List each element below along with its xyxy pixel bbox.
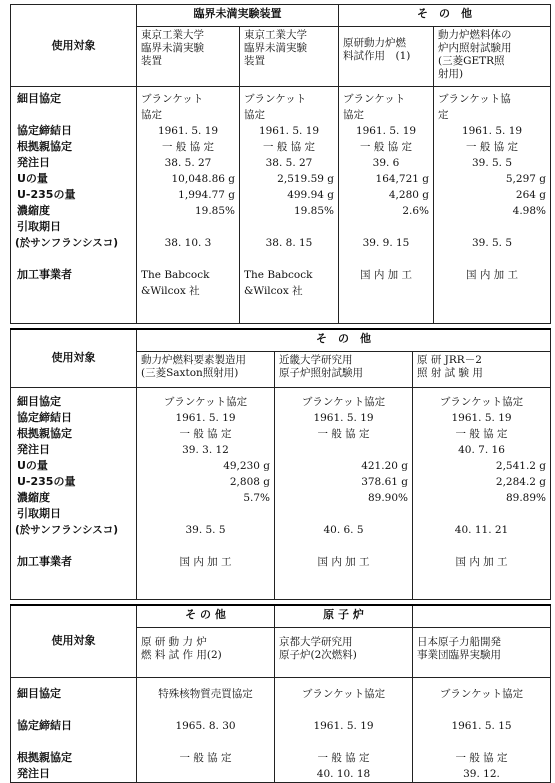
cell-text: そ の 他: [417, 7, 472, 20]
cell-text: 細目協定: [17, 394, 61, 408]
cell-text: 京都大学研究用: [279, 635, 353, 648]
cell-text: 動力炉燃料体の: [438, 29, 512, 41]
cell-text: 一 般 協 定: [161, 141, 214, 153]
usage-cell: [339, 27, 434, 87]
cell-text: 39. 5. 5: [185, 523, 226, 536]
cell-text: 濃縮度: [17, 204, 50, 217]
table-block-3: [10, 604, 551, 783]
cell-text: 4,280 g: [388, 189, 429, 201]
cell-text: 国 内 加 工: [317, 555, 370, 568]
cell-text: 国 内 加 工: [455, 555, 508, 568]
cell-text: 原子炉照射試験用: [279, 366, 363, 379]
cell-text: 協定締結日: [17, 410, 72, 424]
usage-cell: [240, 27, 339, 87]
cell-text: 40. 11. 21: [454, 523, 509, 536]
cell-text: 東京工業大学: [141, 29, 204, 41]
cell-text: 細目協定: [17, 92, 61, 105]
group-header-other: [137, 329, 551, 351]
cell-text: 日本原子力船開発: [417, 635, 501, 648]
row-labels-cell: [11, 87, 137, 324]
cell-text: 89.90%: [367, 491, 408, 504]
cell-text: 一 般 協 定: [455, 751, 508, 764]
cell-text: 引取期日: [17, 506, 61, 520]
cell-text: ブランケット協: [438, 93, 511, 105]
cell-text: ブランケット: [244, 93, 307, 105]
cell-text: 421.20 g: [361, 459, 408, 472]
cell-text: 炉内照射試験用: [438, 42, 512, 54]
cell-text: 38. 5. 27: [265, 157, 313, 169]
data-column: [413, 677, 551, 782]
cell-text: The Babcock: [244, 269, 313, 281]
cell-text: 39. 5. 5: [471, 237, 513, 249]
cell-text: そ の 他: [316, 332, 372, 345]
cell-text: 特殊核物質売買協定: [158, 687, 253, 700]
cell-text: U-235の量: [17, 188, 76, 201]
cell-text: そ の 他: [185, 608, 226, 621]
cell-text: 料試作用 (1): [343, 50, 411, 62]
cell-text: &Wilcox 社: [244, 285, 303, 297]
cell-text: 細目協定: [17, 686, 61, 700]
cell-text: 1965. 8. 30: [175, 719, 236, 732]
group-header-empty: [413, 605, 551, 627]
cell-text: 39. 5. 5: [471, 157, 513, 169]
cell-text: Uの量: [17, 172, 48, 185]
usage-label-cell: [11, 605, 137, 677]
usage-cell: [275, 351, 413, 387]
cell-text: 燃 料 試 作 用(2): [141, 648, 222, 661]
data-column: [137, 387, 275, 600]
cell-text: 39. 3. 12: [182, 443, 229, 456]
cell-text: 1961. 5. 19: [175, 411, 236, 424]
cell-text: 臨界未満実験装置: [193, 7, 282, 20]
cell-text: 2,519.59 g: [277, 173, 334, 185]
cell-text: 原 研 JRR－2: [417, 353, 482, 366]
cell-text: 加工事業者: [17, 268, 72, 281]
cell-text: 一 般 協 定: [317, 427, 370, 440]
group-header-other: [137, 605, 275, 627]
cell-text: 事業団臨界実験用: [417, 648, 501, 661]
table-block-1: [10, 4, 551, 324]
cell-text: (三菱GETR照: [438, 55, 505, 67]
cell-text: 2.6%: [402, 205, 429, 217]
cell-text: 協定: [244, 109, 265, 121]
cell-text: 協定: [343, 109, 364, 121]
cell-text: 射用): [438, 68, 464, 80]
cell-text: 2,541.2 g: [495, 459, 547, 472]
cell-text: ブランケット協定: [439, 687, 524, 700]
cell-text: Uの量: [17, 458, 48, 472]
cell-text: ブランケット: [343, 93, 406, 105]
cell-text: 発注日: [17, 766, 50, 780]
usage-cell: [413, 351, 551, 387]
cell-text: 1961. 5. 19: [461, 125, 523, 137]
cell-text: 一 般 協 定: [179, 427, 232, 440]
cell-text: 加工事業者: [17, 554, 72, 568]
cell-text: 1,994.77 g: [178, 189, 235, 201]
cell-text: 89.89%: [505, 491, 547, 504]
usage-cell: [137, 27, 240, 87]
cell-text: 協定締結日: [17, 718, 72, 732]
usage-cell: [434, 27, 551, 87]
cell-text: 1961. 5. 19: [157, 125, 219, 137]
data-column: [240, 87, 339, 324]
cell-text: 協定: [141, 109, 162, 121]
cell-text: &Wilcox 社: [141, 285, 200, 297]
cell-text: 499.94 g: [287, 189, 334, 201]
cell-text: 協定締結日: [17, 124, 72, 137]
cell-text: 1961. 5. 19: [313, 411, 374, 424]
cell-text: 国 内 加 工: [359, 269, 412, 281]
cell-text: 39. 9. 15: [362, 237, 410, 249]
cell-text: 装置: [244, 55, 265, 67]
cell-text: 40. 7. 16: [458, 443, 505, 456]
cell-text: 378.61 g: [361, 475, 408, 488]
cell-text: 5,297 g: [505, 173, 546, 185]
data-column: [137, 677, 275, 782]
group-header-other: [339, 5, 551, 27]
cell-text: 5.7%: [243, 491, 270, 504]
cell-text: 38. 8. 15: [265, 237, 313, 249]
cell-text: 49,230 g: [223, 459, 270, 472]
cell-text: 2,808 g: [229, 475, 270, 488]
usage-label: 使用対象: [51, 634, 96, 648]
cell-text: 一 般 協 定: [359, 141, 412, 153]
cell-text: 39. 6: [372, 157, 400, 169]
cell-text: 原 研 動 力 炉: [141, 635, 207, 648]
cell-text: ブランケット協定: [301, 687, 386, 700]
cell-text: 濃縮度: [17, 490, 50, 504]
cell-text: 19.85%: [194, 205, 235, 217]
cell-text: (於サンフランシスコ): [15, 523, 118, 536]
cell-text: 38. 5. 27: [164, 157, 212, 169]
cell-text: 原研動力炉燃: [343, 37, 406, 49]
cell-text: 動力炉燃料要素製造用: [141, 353, 246, 366]
cell-text: 東京工業大学: [244, 29, 307, 41]
group-header-subcritical: [137, 5, 339, 27]
cell-text: 1961. 5. 15: [451, 719, 512, 732]
cell-text: U-235の量: [17, 474, 76, 488]
cell-text: 1961. 5. 19: [355, 125, 417, 137]
cell-text: 臨界未満実験: [141, 42, 204, 54]
cell-text: 一 般 協 定: [465, 141, 518, 153]
cell-text: 38. 10. 3: [164, 237, 212, 249]
cell-text: 2,284.2 g: [495, 475, 547, 488]
cell-text: 発注日: [17, 156, 50, 169]
cell-text: ブランケット: [141, 93, 204, 105]
cell-text: 近畿大学研究用: [279, 353, 353, 366]
data-column: [137, 87, 240, 324]
table-block-2: [10, 328, 551, 600]
cell-text: 40. 10. 18: [316, 767, 371, 780]
cell-text: 根拠親協定: [17, 750, 72, 764]
cell-text: 根拠親協定: [17, 140, 72, 153]
usage-label: 使用対象: [51, 38, 96, 52]
data-column: [275, 387, 413, 600]
cell-text: 19.85%: [293, 205, 334, 217]
cell-text: 臨界未満実験: [244, 42, 307, 54]
cell-text: 164,721 g: [375, 173, 429, 185]
data-column: [434, 87, 551, 324]
cell-text: 1961. 5. 19: [313, 719, 374, 732]
group-header-reactor: [275, 605, 413, 627]
data-column: [413, 387, 551, 600]
cell-text: 引取期日: [17, 220, 61, 233]
cell-text: ブランケット協定: [163, 395, 248, 408]
cell-text: 原子炉(2次燃料): [279, 648, 357, 661]
cell-text: 国 内 加 工: [465, 269, 518, 281]
usage-cell: [137, 351, 275, 387]
usage-label-cell: [11, 5, 137, 87]
usage-cell: [275, 627, 413, 677]
cell-text: 1961. 5. 19: [451, 411, 512, 424]
row-labels-cell: [11, 387, 137, 600]
cell-text: 10,048.86 g: [171, 173, 235, 185]
cell-text: 一 般 協 定: [262, 141, 315, 153]
cell-text: 定: [438, 109, 449, 121]
cell-text: 国 内 加 工: [179, 555, 232, 568]
cell-text: 一 般 協 定: [455, 427, 508, 440]
cell-text: 4.98%: [512, 205, 546, 217]
cell-text: ブランケット協定: [439, 395, 524, 408]
cell-text: 装置: [141, 55, 162, 67]
cell-text: 40. 6. 5: [323, 523, 364, 536]
cell-text: (三菱Saxton照射用): [141, 366, 239, 379]
cell-text: 原 子 炉: [323, 608, 364, 621]
usage-label-cell: [11, 329, 137, 387]
usage-label: 使用対象: [51, 351, 96, 365]
cell-text: 照 射 試 験 用: [417, 366, 483, 379]
cell-text: 39. 12.: [463, 767, 500, 780]
cell-text: 一 般 協 定: [317, 751, 370, 764]
cell-text: 根拠親協定: [17, 426, 72, 440]
row-labels-cell: [11, 677, 137, 782]
usage-cell: [137, 627, 275, 677]
data-column: [339, 87, 434, 324]
cell-text: 1961. 5. 19: [258, 125, 320, 137]
cell-text: 264 g: [515, 189, 546, 201]
cell-text: The Babcock: [141, 269, 210, 281]
usage-cell: [413, 627, 551, 677]
cell-text: ブランケット協定: [301, 395, 386, 408]
cell-text: 一 般 協 定: [179, 751, 232, 764]
cell-text: 発注日: [17, 442, 50, 456]
data-column: [275, 677, 413, 782]
cell-text: (於サンフランシスコ): [15, 237, 118, 249]
